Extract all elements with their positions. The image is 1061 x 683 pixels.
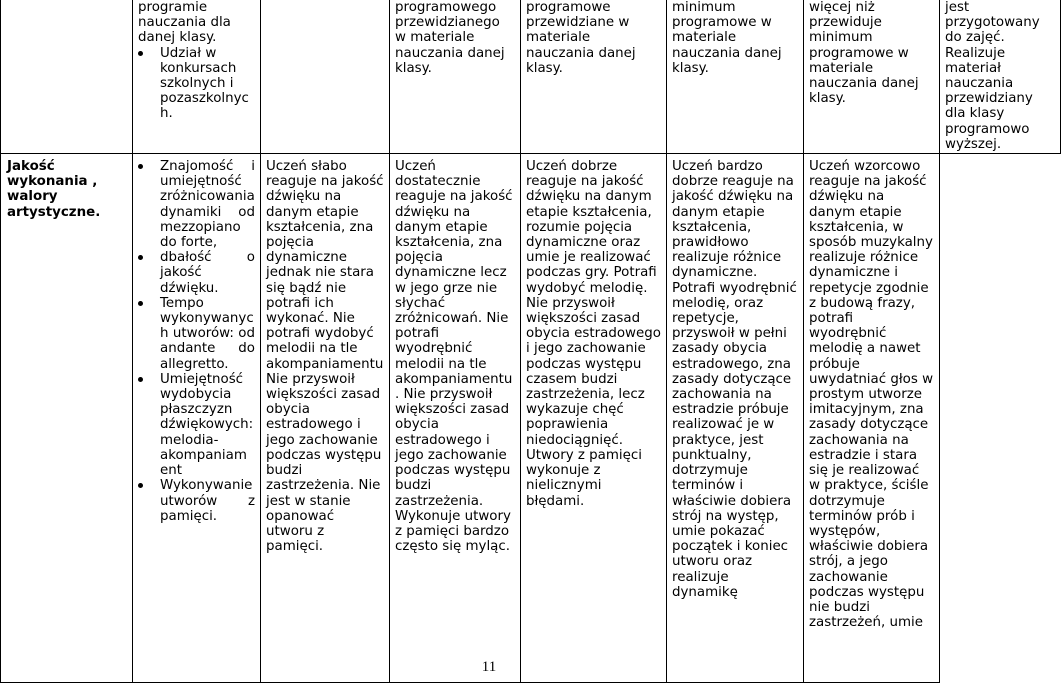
criteria-cell [133,154,261,683]
grade-cell-bardzo-dobry: Uczeń bardzo dobrze reaguje na jakość dźwięku na danym etapie kształcenia, prawidłowo realizuje różnice dynamiczne. Potrafi wyodrębnić melodię, oraz repetycje, przyswoił w pełni zasady obycia estradowego, zna zasady dotyczące zachowania na estradzie próbuje realizować je w praktyce, jest punktualny, dotrzymuje terminów i właściwie dobiera strój na występ, umie pokazać początek i koniec utworu oraz realizuje dynamikę [667,154,804,683]
row-header: Jakość wykonania , walory artystyczne. [1,154,133,683]
grade-cell-celujacy: Uczeń wzorcowo reaguje na jakość dźwięku na danym etapie kształcenia, w sposób muzykalny realizuje różnice dynamiczne i repetycje zgodnie z budową frazy, potrafi wyodrębnić melodię a nawet próbuje uwydatniać głos w prostym utworze imitacyjnym, zna zasady dotyczące zachowania na estradzie i stara się je realizować w praktyce, ściśle dotrzymuje terminów prób i występów, właściwie dobiera strój, a jego zachowanie podczas występu nie budzi zastrzeżeń, umie [804,154,940,683]
table-row-top [1,0,1061,154]
bullet-item: Tempo wykonywanych utworów: od andante do allegretto. [138,296,255,372]
top-cell-empty [1,0,133,154]
bullet-item: Znajomość i umiejętność zróżnicowania dynamiki od mezzopiano do forte, [138,159,255,250]
bullet-item: Udział w konkursach szkolnych i pozaszkolnych. [138,46,255,122]
top-cell-grade-4: minimum programowe w materiale nauczania danej klasy. [667,0,804,154]
top-cell-criteria [133,0,261,154]
grade-cell-dobry: Uczeń dobrze reaguje na jakość dźwięku na danym etapie kształcenia, rozumie pojęcia dynamiczne oraz umie je realizować podczas gry. Potrafi wydobyć melodię. Nie przyswoił większości zasad obycia estradowego i jego zachowanie podczas występu czasem budzi zastrzeżenia, lecz wykazuje chęć poprawienia niedociągnięć. Utwory z pamięci wykonuje z nielicznymi błędami. [521,154,667,683]
table-row-main [1,154,1061,683]
top-criteria-list [138,46,255,122]
criteria-list [138,159,255,524]
top-cell-grade-1 [261,0,390,154]
page-number: 11 [481,659,497,675]
top-cell-grade-2: programowego przewidzianego w materiale nauczania danej klasy. [390,0,521,154]
bullet-item: dbałość o jakość dźwięku. [138,250,255,296]
bullet-item: Umiejętność wydobycia płaszczyzn dźwiękowych: melodia-akompaniament [138,372,255,478]
top-cell-grade-6: jest przygotowany do zajęć. Realizuje materiał nauczania przewidziany dla klasy programowo wyższej. [940,0,1061,154]
top-cell-grade-3: programowe przewidziane w materiale nauczania danej klasy. [521,0,667,154]
top-cell-grade-5: więcej niż przewiduje minimum programowe w materiale nauczania danej klasy. [804,0,940,154]
grade-cell-dopuszczajacy: Uczeń słabo reaguje na jakość dźwięku na danym etapie kształcenia, zna pojęcia dynamiczne jednak nie stara się bądź nie potrafi ich wykonać. Nie potrafi wydobyć melodii na tle akompaniamentu Nie przyswoił większości zasad obycia estradowego i jego zachowanie podczas występu budzi zastrzeżenia. Nie jest w stanie opanować utworu z pamięci. [261,154,390,683]
grade-cell-dostateczny: Uczeń dostatecznie reaguje na jakość dźwięku na danym etapie kształcenia, zna pojęcia dynamiczne lecz w jego grze nie słychać zróżnicowań. Nie potrafi wyodrębnić melodii na tle akompaniamentu. Nie przyswoił większości zasad obycia estradowego i jego zachowanie podczas występu budzi zastrzeżenia. Wykonuje utwory z pamięci bardzo często się myląc. [390,154,521,683]
top-criteria-lead: programie nauczania dla danej klasy. [138,0,231,46]
bullet-item: Wykonywanie utworów z pamięci. [138,478,255,524]
